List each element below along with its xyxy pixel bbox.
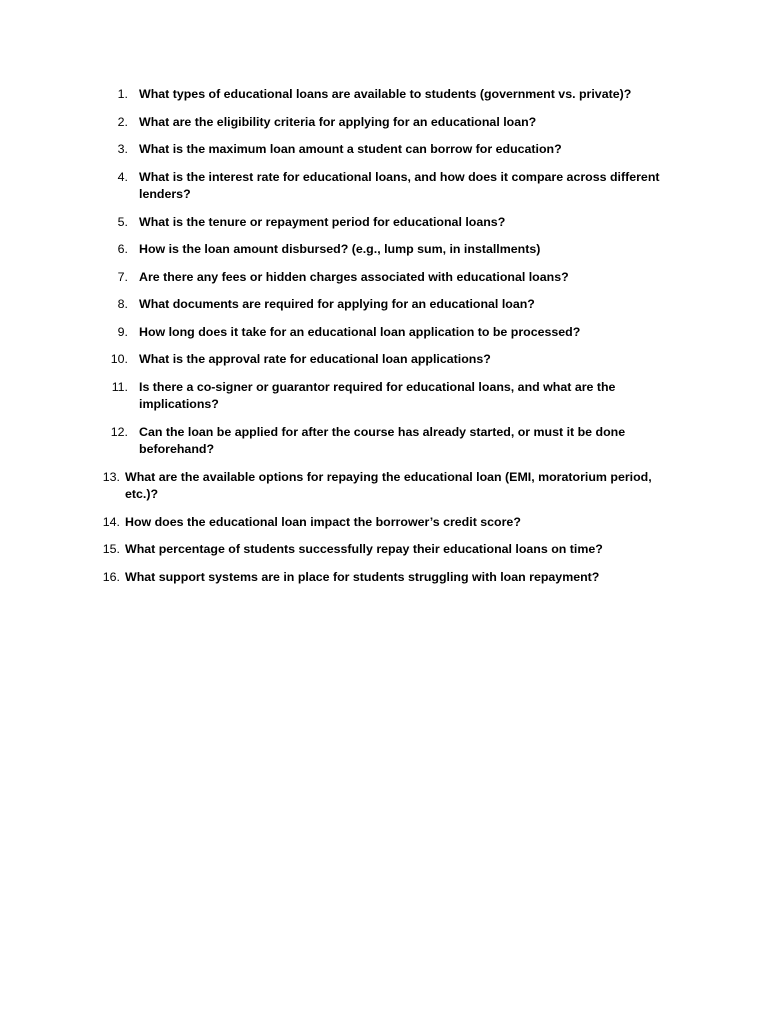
question-text: What are the eligibility criteria for applying for an educational loan? <box>139 114 537 129</box>
question-text: What is the tenure or repayment period for educational loans? <box>139 214 506 229</box>
question-text: What is the approval rate for educational loan applications? <box>139 352 491 366</box>
list-item <box>0 469 768 504</box>
list-number: 13. <box>102 469 120 484</box>
list-number: 8. <box>117 297 128 311</box>
list-item <box>0 169 768 204</box>
list-item <box>0 379 768 414</box>
list-number: 7. <box>117 269 128 284</box>
question-text: Are there any fees or hidden charges associated with educational loans? <box>139 269 569 284</box>
list-item <box>0 241 768 259</box>
list-item <box>0 269 768 287</box>
question-text: What documents are required for applying for an educational loan? <box>139 297 535 311</box>
list-number: 10. <box>110 352 128 366</box>
list-number: 15. <box>102 542 120 556</box>
list-number: 2. <box>117 114 128 129</box>
list-number: 16. <box>102 569 120 584</box>
list-number: 3. <box>117 142 128 156</box>
question-text: What percentage of students successfully repay their educational loans on time? <box>125 542 603 556</box>
question-text: What is the interest rate for educational loans, and how does it compare across different lenders? <box>139 169 660 201</box>
list-item <box>0 541 768 559</box>
list-number: 5. <box>117 214 128 229</box>
question-text: What are the available options for repaying the educational loan (EMI, moratorium period, etc.)? <box>125 469 652 501</box>
list-item <box>0 86 768 104</box>
list-item <box>0 424 768 459</box>
question-list <box>0 86 768 596</box>
list-item <box>0 569 768 587</box>
question-text: Can the loan be applied for after the course has already started, or must it be done beforehand? <box>139 424 626 456</box>
list-item <box>0 296 768 314</box>
question-text: Is there a co-signer or guarantor required for educational loans, and what are the implications? <box>139 379 616 411</box>
list-number: 11. <box>111 379 128 394</box>
question-text: What support systems are in place for students struggling with loan repayment? <box>125 569 600 584</box>
list-item <box>0 514 768 532</box>
list-item <box>0 141 768 159</box>
list-number: 14. <box>102 514 120 529</box>
list-item <box>0 351 768 369</box>
list-item <box>0 324 768 342</box>
question-text: What types of educational loans are available to students (government vs. private)? <box>139 87 632 101</box>
question-text: How is the loan amount disbursed? (e.g., lump sum, in installments) <box>139 242 541 256</box>
list-number: 4. <box>117 169 128 184</box>
question-text: How does the educational loan impact the borrower’s credit score? <box>125 514 521 529</box>
question-text: How long does it take for an educational loan application to be processed? <box>139 324 581 339</box>
list-number: 12. <box>110 424 128 439</box>
list-number: 1. <box>117 87 128 101</box>
question-text: What is the maximum loan amount a student can borrow for education? <box>139 142 562 156</box>
list-number: 9. <box>117 324 128 339</box>
list-item <box>0 114 768 132</box>
list-number: 6. <box>117 242 128 256</box>
list-item <box>0 214 768 232</box>
